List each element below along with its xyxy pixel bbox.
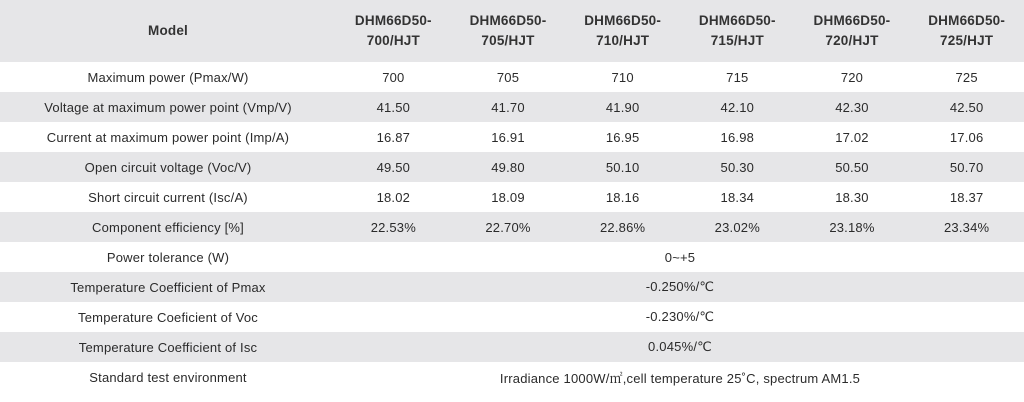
spanning-value: Irradiance 1000W/㎡,cell temperature 25˚C, spectrum AM1.5 [499, 370, 861, 386]
model-column-header [909, 0, 1024, 62]
cell-value: 50.10 [565, 152, 680, 182]
cell-value: 50.30 [680, 152, 795, 182]
cell-value: 18.37 [949, 189, 984, 205]
row-label: Current at maximum power point (Imp/A) [46, 129, 290, 145]
row-label: Open circuit voltage (Voc/V) [0, 152, 336, 182]
cell-value: 50.70 [909, 152, 1024, 182]
table-row [0, 92, 1024, 122]
model-name-line1: DHM66D50- [928, 13, 1006, 28]
cell-value: 50.50 [795, 152, 910, 182]
cell-value: 22.86% [565, 212, 680, 242]
cell-value: 17.06 [949, 129, 984, 145]
row-label: Short circuit current (Isc/A) [88, 189, 248, 205]
table-row [0, 242, 1024, 272]
model-header-label: Model [0, 0, 336, 62]
cell-value: 16.87 [376, 129, 411, 145]
cell-value: 49.50 [336, 152, 451, 182]
cell-value: 18.16 [605, 189, 640, 205]
spanning-value: 0.045%/℃ [336, 332, 1024, 362]
cell-value: 22.70% [451, 212, 566, 242]
model-column-header [336, 0, 451, 62]
cell-value: 18.02 [376, 189, 411, 205]
table-row [0, 332, 1024, 362]
model-name-line1: DHM66D50- [584, 13, 662, 28]
table-row [0, 362, 1024, 392]
model-name-line2: 720/HJT [825, 33, 879, 48]
model-name-line2: 705/HJT [481, 33, 535, 48]
cell-value: 23.18% [795, 212, 910, 242]
cell-value: 42.10 [680, 92, 795, 122]
model-column-header [565, 0, 680, 62]
cell-value: 715 [726, 69, 749, 85]
cell-value: 16.98 [720, 129, 755, 145]
cell-value: 41.50 [336, 92, 451, 122]
model-column-header [451, 0, 566, 62]
table-row [0, 62, 1024, 92]
cell-value: 23.02% [680, 212, 795, 242]
cell-value: 18.34 [720, 189, 755, 205]
table-row [0, 182, 1024, 212]
cell-value: 18.09 [491, 189, 525, 205]
row-label: Power tolerance (W) [106, 249, 230, 265]
row-label: Standard test environment [89, 369, 247, 385]
cell-value: 705 [496, 69, 520, 85]
model-name-line1: DHM66D50- [354, 13, 432, 28]
model-column-header [680, 0, 795, 62]
spanning-value: -0.250%/℃ [336, 272, 1024, 302]
table-row [0, 122, 1024, 152]
cell-value: 18.30 [835, 189, 869, 205]
model-column-header [795, 0, 910, 62]
model-name-line1: DHM66D50- [698, 13, 776, 28]
cell-value: 16.91 [491, 129, 525, 145]
cell-value: 49.80 [451, 152, 566, 182]
cell-value: 23.34% [909, 212, 1024, 242]
row-label: Temperature Coefficient of Pmax [0, 272, 336, 302]
model-name-line1: DHM66D50- [813, 13, 891, 28]
model-name-line2: 710/HJT [596, 33, 650, 48]
cell-value: 41.70 [451, 92, 566, 122]
cell-value: 42.30 [795, 92, 910, 122]
table-row [0, 302, 1024, 332]
row-label: Temperature Coefficient of Isc [0, 332, 336, 362]
table-row [0, 152, 1024, 182]
cell-value: 710 [611, 69, 634, 85]
cell-value: 22.53% [336, 212, 451, 242]
model-name-line2: 715/HJT [710, 33, 764, 48]
cell-value: 41.90 [565, 92, 680, 122]
row-label: Temperature Coeficient of Voc [78, 309, 258, 325]
row-label: Voltage at maximum power point (Vmp/V) [0, 92, 336, 122]
table-row [0, 272, 1024, 302]
cell-value: 700 [382, 69, 405, 85]
cell-value: 16.95 [605, 129, 640, 145]
model-name-line2: 700/HJT [366, 33, 420, 48]
cell-value: 720 [840, 69, 864, 85]
spanning-value: -0.230%/℃ [645, 309, 715, 324]
row-label: Component efficiency [%] [0, 212, 336, 242]
cell-value: 17.02 [835, 129, 869, 145]
cell-value: 725 [955, 69, 978, 85]
table-row [0, 212, 1024, 242]
model-name-line1: DHM66D50- [469, 13, 547, 28]
table-header-row [0, 0, 1024, 62]
spanning-value: 0~+5 [664, 249, 696, 265]
row-label: Maximum power (Pmax/W) [87, 69, 249, 85]
cell-value: 42.50 [909, 92, 1024, 122]
model-name-line2: 725/HJT [940, 33, 994, 48]
